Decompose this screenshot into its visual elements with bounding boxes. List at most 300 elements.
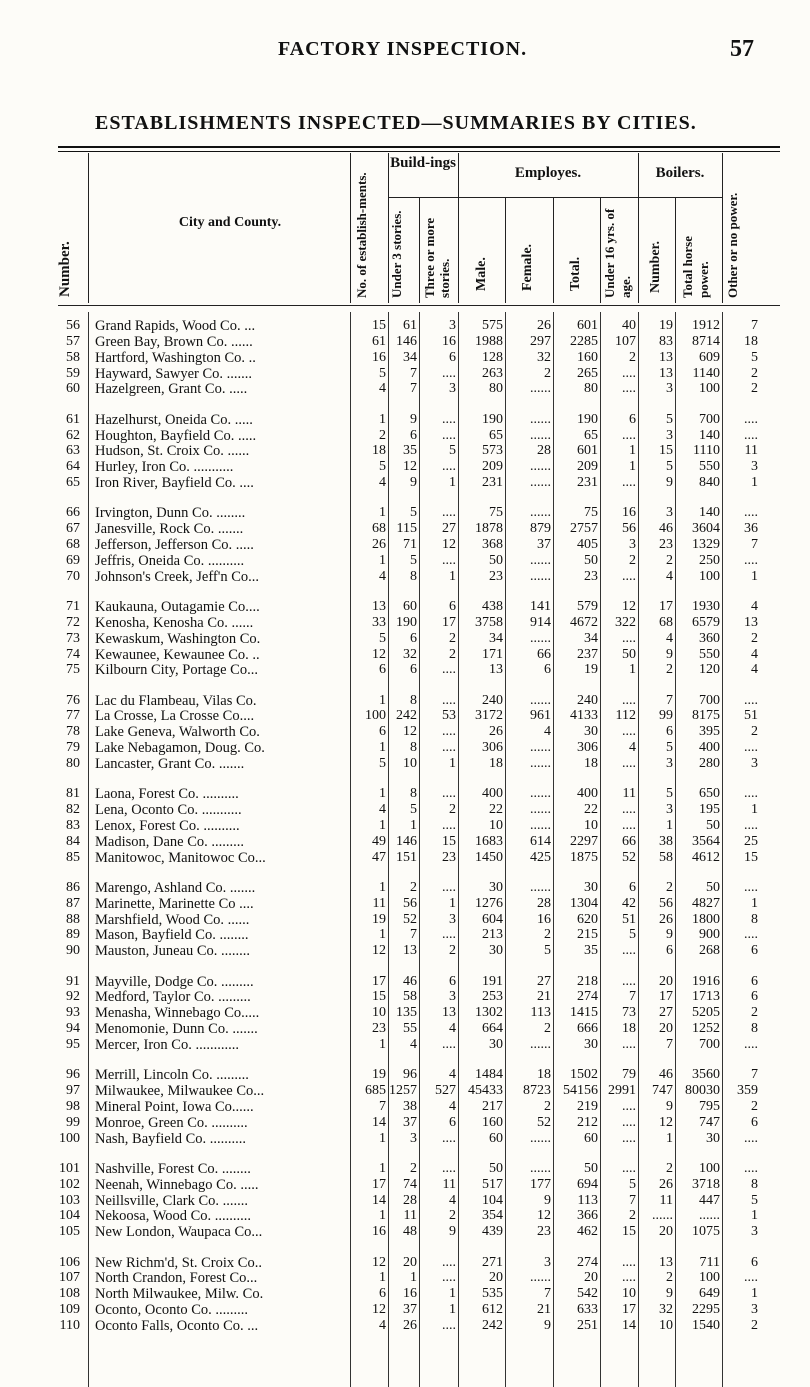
cell-horse-power: 100 bbox=[699, 381, 720, 397]
cell-male: 22 bbox=[489, 802, 503, 818]
cell-city: Kilbourn City, Portage Co... bbox=[95, 662, 258, 679]
cell-city: Oconto, Oconto Co. ......... bbox=[95, 1302, 249, 1319]
cell-number: 101 bbox=[59, 1160, 80, 1176]
cell-under3: 190 bbox=[396, 614, 417, 630]
cell-horse-power: 100 bbox=[699, 1270, 720, 1286]
cell-under16: .... bbox=[622, 427, 636, 443]
cell-other-power: 359 bbox=[737, 1083, 758, 1099]
cell-three-more: .... bbox=[442, 692, 456, 708]
cell-city: Marinette, Marinette Co .... bbox=[95, 895, 254, 912]
cell-number: 56 bbox=[66, 318, 80, 333]
cell-other-power: 36 bbox=[744, 521, 758, 537]
cell-horse-power: 1540 bbox=[692, 1317, 720, 1333]
table-row bbox=[0, 366, 810, 382]
cell-under3: 8 bbox=[410, 692, 417, 708]
cell-other-power: 8 bbox=[751, 1176, 758, 1192]
table-row bbox=[0, 740, 810, 756]
cell-under3: 61 bbox=[403, 318, 417, 333]
cell-three-more: .... bbox=[442, 879, 456, 895]
cell-boilers-number: 2 bbox=[666, 879, 673, 895]
cell-boilers-number: 9 bbox=[666, 646, 673, 662]
cell-three-more: 12 bbox=[442, 537, 456, 552]
cell-under16: 1 bbox=[629, 443, 636, 459]
cell-under16: 2 bbox=[629, 349, 636, 365]
cell-total: 579 bbox=[577, 598, 598, 614]
cell-under16: 5 bbox=[629, 1176, 636, 1192]
cell-three-more: 15 bbox=[442, 833, 456, 849]
cell-city: Mauston, Juneau Co. ........ bbox=[95, 943, 251, 960]
cell-female: 4 bbox=[544, 724, 551, 740]
cell-under16: .... bbox=[622, 817, 636, 833]
cell-male: 50 bbox=[489, 552, 503, 568]
table-row bbox=[0, 724, 810, 740]
cell-total: 2285 bbox=[570, 333, 598, 349]
cell-establishments: 16 bbox=[372, 1224, 386, 1240]
cell-number: 84 bbox=[66, 833, 80, 849]
cell-male: 45433 bbox=[468, 1083, 503, 1099]
cell-female: 66 bbox=[537, 646, 551, 662]
table-row bbox=[0, 850, 810, 866]
cell-horse-power: 280 bbox=[699, 756, 720, 771]
cell-three-more: 2 bbox=[449, 646, 456, 662]
cell-total: 2757 bbox=[570, 521, 598, 537]
cell-number: 89 bbox=[66, 927, 80, 943]
cell-female: 27 bbox=[537, 973, 551, 989]
cell-boilers-number: 747 bbox=[652, 1083, 673, 1099]
cell-boilers-number: 68 bbox=[659, 614, 673, 630]
cell-city: Iron River, Bayfield Co. .... bbox=[95, 475, 254, 492]
cell-horse-power: 400 bbox=[699, 740, 720, 756]
cell-female: 141 bbox=[530, 598, 551, 614]
cell-other-power: 2 bbox=[751, 1098, 758, 1114]
cell-total: 212 bbox=[577, 1114, 598, 1130]
cell-under3: 96 bbox=[403, 1067, 417, 1083]
cell-total: 240 bbox=[577, 692, 598, 708]
cell-number: 75 bbox=[66, 662, 80, 678]
cell-total: 405 bbox=[577, 537, 598, 552]
cell-three-more: .... bbox=[442, 786, 456, 802]
cell-male: 10 bbox=[489, 817, 503, 833]
cell-three-more: .... bbox=[442, 505, 456, 521]
cell-three-more: 1 bbox=[449, 1286, 456, 1302]
cell-boilers-number: 9 bbox=[666, 1098, 673, 1114]
cell-total: 215 bbox=[577, 927, 598, 943]
cell-under16: .... bbox=[622, 1114, 636, 1130]
cell-city: Green Bay, Brown Co. ...... bbox=[95, 333, 253, 350]
cell-under16: 40 bbox=[622, 318, 636, 333]
cell-total: 219 bbox=[577, 1098, 598, 1114]
table-row bbox=[0, 1318, 810, 1334]
cell-boilers-number: 6 bbox=[666, 724, 673, 740]
cell-number: 59 bbox=[66, 365, 80, 381]
cell-male: 80 bbox=[489, 381, 503, 397]
cell-establishments: 15 bbox=[372, 989, 386, 1005]
cell-female: 2 bbox=[544, 927, 551, 943]
cell-three-more: .... bbox=[442, 1317, 456, 1333]
cell-total: 20 bbox=[584, 1270, 598, 1286]
cell-horse-power: 900 bbox=[699, 927, 720, 943]
cell-female: ...... bbox=[530, 552, 551, 568]
cell-number: 81 bbox=[66, 786, 80, 802]
cell-horse-power: 3718 bbox=[692, 1176, 720, 1192]
cell-horse-power: 1916 bbox=[692, 973, 720, 989]
cell-boilers-number: 1 bbox=[666, 1130, 673, 1146]
cell-city: Nash, Bayfield Co. .......... bbox=[95, 1130, 247, 1147]
table-row bbox=[0, 1286, 810, 1302]
cell-horse-power: 747 bbox=[699, 1114, 720, 1130]
cell-female: 8723 bbox=[523, 1083, 551, 1099]
header-boilers-number: Number. bbox=[648, 241, 663, 293]
cell-under3: 56 bbox=[403, 895, 417, 911]
cell-under3: 7 bbox=[410, 381, 417, 397]
cell-boilers-number: 17 bbox=[659, 989, 673, 1005]
cell-city: Neenah, Winnebago Co. ..... bbox=[95, 1176, 259, 1193]
cell-other-power: 2 bbox=[751, 365, 758, 381]
cell-establishments: 1 bbox=[379, 552, 386, 568]
cell-female: 52 bbox=[537, 1114, 551, 1130]
cell-boilers-number: 11 bbox=[659, 1192, 673, 1208]
header-buildings-group: Build-ings bbox=[390, 155, 456, 171]
cell-horse-power: 6579 bbox=[692, 614, 720, 630]
cell-under3: 20 bbox=[403, 1254, 417, 1270]
cell-three-more: 6 bbox=[449, 973, 456, 989]
cell-city: Madison, Dane Co. ......... bbox=[95, 833, 245, 850]
cell-female: 2 bbox=[544, 1021, 551, 1037]
cell-establishments: 1 bbox=[379, 1036, 386, 1052]
cell-female: 26 bbox=[537, 318, 551, 333]
cell-total: 274 bbox=[577, 1254, 598, 1270]
cell-under3: 16 bbox=[403, 1286, 417, 1302]
cell-under3: 37 bbox=[403, 1302, 417, 1318]
cell-female: ...... bbox=[530, 740, 551, 756]
cell-city: La Crosse, La Crosse Co.... bbox=[95, 708, 255, 725]
cell-establishments: 47 bbox=[372, 849, 386, 865]
cell-number: 94 bbox=[66, 1021, 80, 1037]
cell-male: 368 bbox=[482, 537, 503, 552]
table-row bbox=[0, 880, 810, 896]
cell-city: North Crandon, Forest Co... bbox=[95, 1270, 258, 1287]
cell-city: Mercer, Iron Co. ............ bbox=[95, 1036, 239, 1053]
table-row bbox=[0, 662, 810, 678]
table-row bbox=[0, 802, 810, 818]
cell-city: Hayward, Sawyer Co. ....... bbox=[95, 365, 253, 382]
cell-male: 1276 bbox=[475, 895, 503, 911]
cell-city: Irvington, Dunn Co. ........ bbox=[95, 505, 246, 522]
cell-female: ...... bbox=[530, 1130, 551, 1146]
cell-other-power: 6 bbox=[751, 1114, 758, 1130]
cell-establishments: 61 bbox=[372, 333, 386, 349]
cell-under16: 1 bbox=[629, 459, 636, 475]
cell-other-power: .... bbox=[744, 740, 758, 756]
cell-male: 231 bbox=[482, 475, 503, 491]
table-row bbox=[0, 1177, 810, 1193]
table-row bbox=[0, 1270, 810, 1286]
cell-boilers-number: 7 bbox=[666, 1036, 673, 1052]
cell-three-more: 1 bbox=[449, 1302, 456, 1318]
cell-male: 104 bbox=[482, 1192, 503, 1208]
cell-establishments: 6 bbox=[379, 662, 386, 678]
header-under16: Under 16 yrs. of age. bbox=[602, 208, 633, 298]
cell-other-power: .... bbox=[744, 879, 758, 895]
cell-female: ...... bbox=[530, 817, 551, 833]
cell-three-more: 3 bbox=[449, 911, 456, 927]
cell-number: 88 bbox=[66, 911, 80, 927]
cell-other-power: .... bbox=[744, 786, 758, 802]
cell-under3: 38 bbox=[403, 1098, 417, 1114]
cell-under3: 1 bbox=[410, 1270, 417, 1286]
cell-female: ...... bbox=[530, 411, 551, 427]
cell-boilers-number: 46 bbox=[659, 521, 673, 537]
cell-city: Lake Geneva, Walworth Co. bbox=[95, 724, 260, 741]
cell-female: 177 bbox=[530, 1176, 551, 1192]
cell-boilers-number: 38 bbox=[659, 833, 673, 849]
cell-female: ...... bbox=[530, 879, 551, 895]
cell-establishments: 49 bbox=[372, 833, 386, 849]
cell-under16: 17 bbox=[622, 1302, 636, 1318]
cell-three-more: 6 bbox=[449, 598, 456, 614]
cell-under3: 12 bbox=[403, 459, 417, 475]
table-row bbox=[0, 693, 810, 709]
cell-under16: 12 bbox=[622, 598, 636, 614]
cell-under3: 52 bbox=[403, 911, 417, 927]
cell-city: Kaukauna, Outagamie Co.... bbox=[95, 598, 260, 615]
cell-other-power: 3 bbox=[751, 1302, 758, 1318]
cell-number: 86 bbox=[66, 879, 80, 895]
cell-total: 22 bbox=[584, 802, 598, 818]
cell-male: 400 bbox=[482, 786, 503, 802]
cell-boilers-number: 3 bbox=[666, 381, 673, 397]
cell-number: 61 bbox=[66, 411, 80, 427]
cell-three-more: 5 bbox=[449, 443, 456, 459]
cell-boilers-number: 19 bbox=[659, 318, 673, 333]
cell-city: Marshfield, Wood Co. ...... bbox=[95, 911, 250, 928]
cell-horse-power: 795 bbox=[699, 1098, 720, 1114]
cell-horse-power: 4612 bbox=[692, 849, 720, 865]
cell-under16: 73 bbox=[622, 1005, 636, 1021]
table-row bbox=[0, 505, 810, 521]
cell-male: 242 bbox=[482, 1317, 503, 1333]
cell-city: Lac du Flambeau, Vilas Co. bbox=[95, 692, 257, 709]
cell-male: 50 bbox=[489, 1160, 503, 1176]
cell-female: 37 bbox=[537, 537, 551, 552]
cell-under3: 5 bbox=[410, 552, 417, 568]
cell-three-more: 53 bbox=[442, 708, 456, 724]
cell-other-power: .... bbox=[744, 505, 758, 521]
cell-number: 77 bbox=[66, 708, 80, 724]
cell-city: Johnson's Creek, Jeff'n Co... bbox=[95, 568, 260, 585]
cell-under3: 71 bbox=[403, 537, 417, 552]
cell-three-more: 6 bbox=[449, 349, 456, 365]
cell-other-power: 2 bbox=[751, 724, 758, 740]
cell-under16: .... bbox=[622, 568, 636, 584]
cell-under16: .... bbox=[622, 1130, 636, 1146]
cell-establishments: 12 bbox=[372, 943, 386, 959]
cell-number: 109 bbox=[59, 1302, 80, 1318]
cell-establishments: 1 bbox=[379, 505, 386, 521]
cell-female: ...... bbox=[530, 802, 551, 818]
cell-boilers-number: 26 bbox=[659, 911, 673, 927]
cell-horse-power: 1713 bbox=[692, 989, 720, 1005]
cell-male: 128 bbox=[482, 349, 503, 365]
cell-boilers-number: 15 bbox=[659, 443, 673, 459]
cell-boilers-number: 46 bbox=[659, 1067, 673, 1083]
cell-other-power: 25 bbox=[744, 833, 758, 849]
cell-three-more: 3 bbox=[449, 381, 456, 397]
cell-under16: 10 bbox=[622, 1286, 636, 1302]
cell-total: 274 bbox=[577, 989, 598, 1005]
cell-horse-power: 650 bbox=[699, 786, 720, 802]
cell-other-power: .... bbox=[744, 692, 758, 708]
cell-establishments: 14 bbox=[372, 1192, 386, 1208]
cell-three-more: 2 bbox=[449, 1208, 456, 1224]
cell-under3: 60 bbox=[403, 598, 417, 614]
cell-number: 105 bbox=[59, 1224, 80, 1240]
cell-horse-power: 100 bbox=[699, 568, 720, 584]
cell-male: 191 bbox=[482, 973, 503, 989]
cell-female: ...... bbox=[530, 756, 551, 771]
cell-male: 30 bbox=[489, 879, 503, 895]
cell-other-power: 15 bbox=[744, 849, 758, 865]
cell-under16: 51 bbox=[622, 911, 636, 927]
cell-under3: 6 bbox=[410, 630, 417, 646]
cell-number: 96 bbox=[66, 1067, 80, 1083]
cell-total: 30 bbox=[584, 724, 598, 740]
cell-horse-power: 550 bbox=[699, 646, 720, 662]
cell-three-more: .... bbox=[442, 552, 456, 568]
cell-under16: .... bbox=[622, 692, 636, 708]
cell-boilers-number: 12 bbox=[659, 1114, 673, 1130]
cell-city: Kewaskum, Washington Co. bbox=[95, 630, 261, 647]
cell-horse-power: 140 bbox=[699, 505, 720, 521]
running-head-title: FACTORY INSPECTION. bbox=[278, 38, 528, 60]
cell-number: 100 bbox=[59, 1130, 80, 1146]
cell-establishments: 17 bbox=[372, 1176, 386, 1192]
table-row bbox=[0, 708, 810, 724]
cell-boilers-number: 27 bbox=[659, 1005, 673, 1021]
cell-boilers-number: 3 bbox=[666, 802, 673, 818]
cell-male: 75 bbox=[489, 505, 503, 521]
cell-city: Hazelgreen, Grant Co. ..... bbox=[95, 381, 248, 398]
cell-boilers-number: 32 bbox=[659, 1302, 673, 1318]
cell-under16: .... bbox=[622, 802, 636, 818]
cell-under16: .... bbox=[622, 1160, 636, 1176]
cell-city: New Richm'd, St. Croix Co.. bbox=[95, 1254, 262, 1271]
cell-other-power: 6 bbox=[751, 1254, 758, 1270]
cell-horse-power: 30 bbox=[706, 1130, 720, 1146]
cell-city: Nashville, Forest Co. ........ bbox=[95, 1160, 251, 1177]
cell-under16: 4 bbox=[629, 740, 636, 756]
cell-horse-power: 1140 bbox=[692, 365, 720, 381]
cell-city: Lenox, Forest Co. .......... bbox=[95, 817, 240, 834]
cell-other-power: 6 bbox=[751, 989, 758, 1005]
header-male: Male. bbox=[474, 257, 489, 291]
table-row bbox=[0, 1083, 810, 1099]
cell-establishments: 26 bbox=[372, 537, 386, 552]
cell-male: 23 bbox=[489, 568, 503, 584]
cell-establishments: 10 bbox=[372, 1005, 386, 1021]
cell-boilers-number: 56 bbox=[659, 895, 673, 911]
cell-under16: 6 bbox=[629, 411, 636, 427]
cell-under3: 2 bbox=[410, 1160, 417, 1176]
header-other-power: Other or no power. bbox=[725, 192, 740, 298]
cell-total: 1875 bbox=[570, 849, 598, 865]
header-female: Female. bbox=[520, 243, 535, 291]
cell-city: Mineral Point, Iowa Co...... bbox=[95, 1098, 254, 1115]
cell-under3: 58 bbox=[403, 989, 417, 1005]
cell-horse-power: 1912 bbox=[692, 318, 720, 333]
cell-establishments: 100 bbox=[365, 708, 386, 724]
cell-female: 28 bbox=[537, 443, 551, 459]
cell-establishments: 1 bbox=[379, 740, 386, 756]
cell-three-more: 3 bbox=[449, 989, 456, 1005]
cell-male: 1302 bbox=[475, 1005, 503, 1021]
cell-boilers-number: 20 bbox=[659, 1021, 673, 1037]
cell-horse-power: 250 bbox=[699, 552, 720, 568]
cell-under3: 34 bbox=[403, 349, 417, 365]
cell-under16: 5 bbox=[629, 927, 636, 943]
cell-establishments: 2 bbox=[379, 427, 386, 443]
table-row bbox=[0, 475, 810, 491]
cell-number: 65 bbox=[66, 475, 80, 491]
cell-establishments: 7 bbox=[379, 1098, 386, 1114]
cell-establishments: 1 bbox=[379, 927, 386, 943]
cell-establishments: 1 bbox=[379, 1270, 386, 1286]
cell-other-power: 1 bbox=[751, 568, 758, 584]
cell-city: Houghton, Bayfield Co. ..... bbox=[95, 427, 257, 444]
cell-establishments: 5 bbox=[379, 630, 386, 646]
cell-boilers-number: 17 bbox=[659, 598, 673, 614]
cell-number: 92 bbox=[66, 989, 80, 1005]
cell-under3: 115 bbox=[396, 521, 417, 537]
cell-male: 1988 bbox=[475, 333, 503, 349]
cell-city: Hurley, Iron Co. ........... bbox=[95, 459, 234, 476]
cell-horse-power: 840 bbox=[699, 475, 720, 491]
cell-city: Hudson, St. Croix Co. ...... bbox=[95, 443, 250, 460]
cell-city: Mason, Bayfield Co. ........ bbox=[95, 927, 249, 944]
cell-number: 90 bbox=[66, 943, 80, 959]
cell-male: 535 bbox=[482, 1286, 503, 1302]
cell-three-more: .... bbox=[442, 1130, 456, 1146]
cell-city: Menasha, Winnebago Co..... bbox=[95, 1005, 260, 1022]
cell-three-more: .... bbox=[442, 817, 456, 833]
cell-under3: 46 bbox=[403, 973, 417, 989]
cell-establishments: 6 bbox=[379, 724, 386, 740]
cell-boilers-number: 13 bbox=[659, 1254, 673, 1270]
cell-female: 9 bbox=[544, 1192, 551, 1208]
cell-under16: 11 bbox=[622, 786, 636, 802]
cell-three-more: .... bbox=[442, 724, 456, 740]
cell-establishments: 4 bbox=[379, 381, 386, 397]
cell-number: 104 bbox=[59, 1208, 80, 1224]
cell-number: 99 bbox=[66, 1114, 80, 1130]
cell-boilers-number: 13 bbox=[659, 349, 673, 365]
cell-three-more: 4 bbox=[449, 1192, 456, 1208]
cell-female: 12 bbox=[537, 1208, 551, 1224]
table-row bbox=[0, 553, 810, 569]
cell-establishments: 1 bbox=[379, 786, 386, 802]
cell-city: Kenosha, Kenosha Co. ...... bbox=[95, 614, 254, 631]
cell-horse-power: 360 bbox=[699, 630, 720, 646]
cell-three-more: .... bbox=[442, 459, 456, 475]
cell-male: 439 bbox=[482, 1224, 503, 1240]
cell-establishments: 19 bbox=[372, 1067, 386, 1083]
cell-female: 21 bbox=[537, 1302, 551, 1318]
cell-male: 240 bbox=[482, 692, 503, 708]
cell-three-more: .... bbox=[442, 411, 456, 427]
cell-city: Oconto Falls, Oconto Co. ... bbox=[95, 1317, 259, 1334]
cell-under16: .... bbox=[622, 756, 636, 771]
cell-city: Neillsville, Clark Co. ....... bbox=[95, 1192, 249, 1209]
